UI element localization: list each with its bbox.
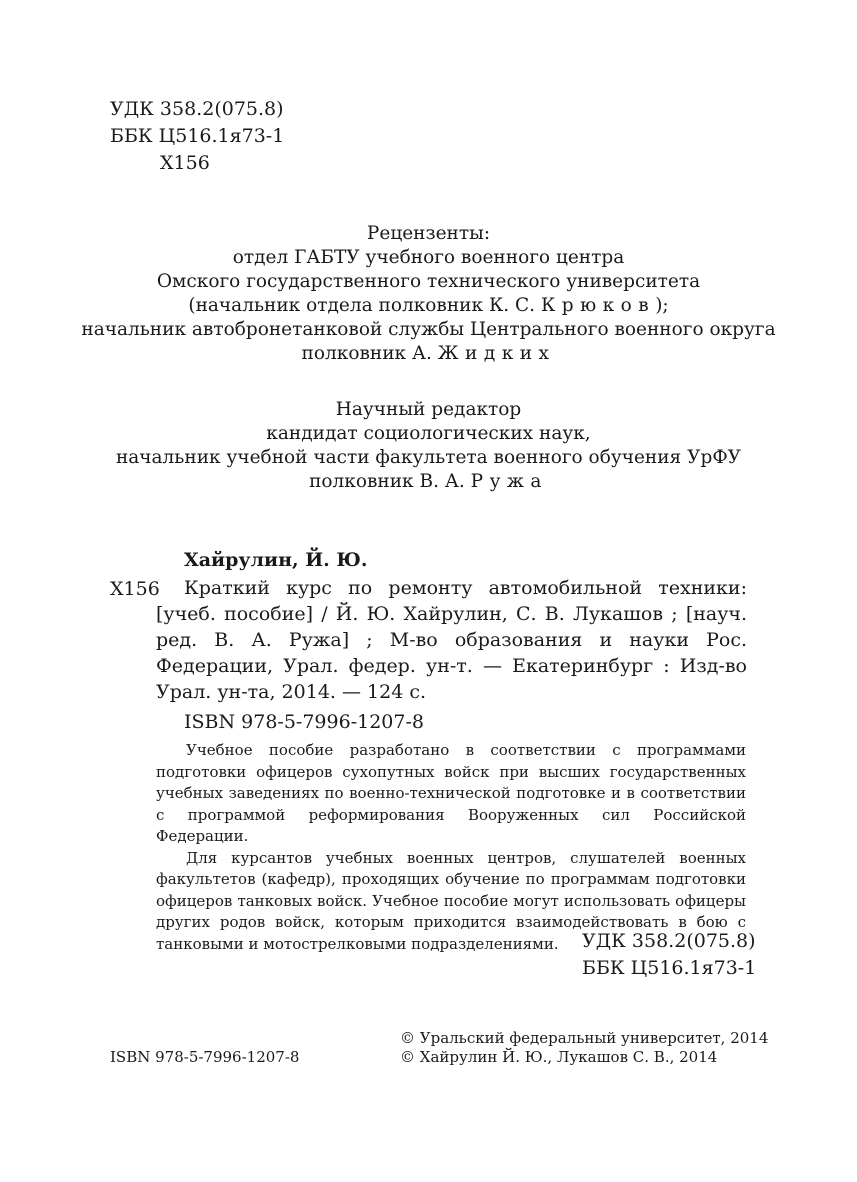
udk-code: УДК 358.2(075.8) bbox=[110, 98, 284, 120]
annotation-paragraph: Учебное пособие разработано в соответствии с программами подготовки офицеров сухопутных войск при высших государственных учебных заведениях по военно-технической подготовке и в соответствии с программой реформирования Вооруженных сил Российской Федерации. bbox=[156, 741, 746, 845]
footer-isbn: ISBN 978-5-7996-1207-8 bbox=[110, 1048, 300, 1066]
reviewers-line: начальник автобронетанковой службы Центрального военного округа bbox=[81, 319, 776, 340]
record-isbn: ISBN 978-5-7996-1207-8 bbox=[184, 711, 424, 733]
record-code: Х156 bbox=[110, 578, 160, 600]
reviewer-name: Крюков bbox=[540, 295, 656, 316]
reviewer-prefix: полковник А. bbox=[301, 343, 432, 364]
footer-bbk: ББК Ц516.1я73-1 bbox=[582, 957, 757, 979]
editor-block bbox=[0, 398, 857, 494]
bbk-code: ББК Ц516.1я73-1 bbox=[110, 125, 285, 147]
author-sign-code: Х156 bbox=[160, 152, 210, 174]
editor-name: Ружа bbox=[470, 471, 548, 492]
record-author: Хайрулин, Й. Ю. bbox=[184, 549, 368, 571]
copyright-university: © Уральский федеральный университет, 2014 bbox=[400, 1029, 769, 1047]
reviewers-line bbox=[0, 294, 857, 318]
editor-prefix: полковник В. А. bbox=[309, 471, 465, 492]
editor-line: кандидат социологических наук, bbox=[266, 423, 591, 444]
editor-line: начальник учебной части факультета военного обучения УрФУ bbox=[115, 447, 742, 468]
annotation bbox=[156, 740, 746, 955]
reviewers-line: Омского государственного технического университета bbox=[156, 271, 701, 292]
editor-line bbox=[0, 470, 857, 494]
reviewers-line bbox=[0, 342, 857, 366]
record-description: Краткий курс по ремонту автомобильной техники: [учеб. пособие] / Й. Ю. Хайрулин, С. В. Лукашов ; [науч. ред. В. А. Ружа] ; М-во образования и науки Рос. Федерации, Урал. федер. ун-т. — Екатеринбург : Изд-во Урал. ун-та, 2014. — 124 с. bbox=[156, 577, 747, 703]
reviewers-title: Рецензенты: bbox=[366, 223, 491, 244]
reviewers-block bbox=[0, 222, 857, 366]
copyright-authors: © Хайрулин Й. Ю., Лукашов С. В., 2014 bbox=[400, 1048, 718, 1066]
annotation-paragraph: Для курсантов учебных военных центров, слушателей военных факультетов (кафедр), проходящих обучение по программам подготовки офицеров танковых войск. Учебное пособие могут использовать офицеры других родов войск, которым приходится взаимодействовать в бою с танковыми и мотострелковыми подразделениями. bbox=[156, 848, 746, 953]
footer-udk: УДК 358.2(075.8) bbox=[582, 930, 756, 952]
editor-title: Научный редактор bbox=[335, 399, 522, 420]
reviewer-suffix: ); bbox=[655, 295, 669, 316]
reviewer-name: Жидких bbox=[437, 343, 556, 364]
reviewers-line: отдел ГАБТУ учебного военного центра bbox=[232, 247, 625, 268]
reviewer-prefix: (начальник отдела полковник К. С. bbox=[188, 295, 536, 316]
